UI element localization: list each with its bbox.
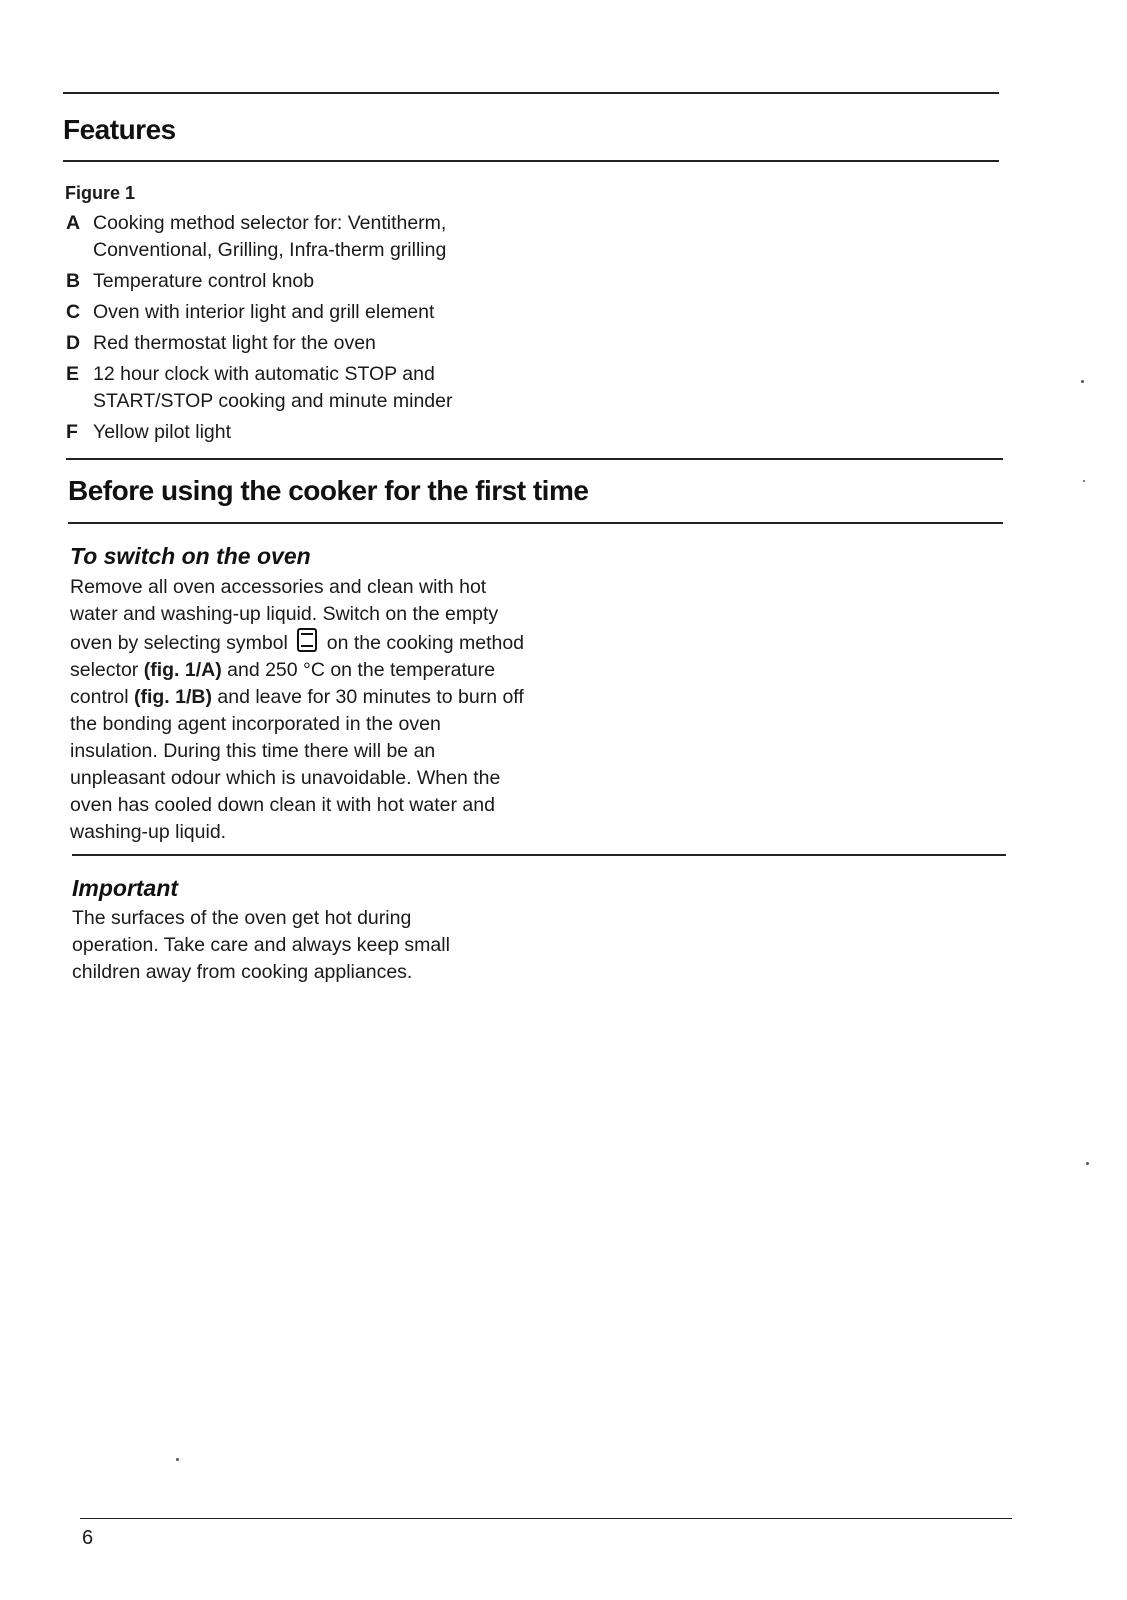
feature-letter: D <box>66 332 81 354</box>
feature-text: Red thermostat light for the oven <box>93 332 376 354</box>
scan-speck <box>1086 1162 1089 1165</box>
oven-conventional-symbol-icon <box>297 628 317 652</box>
feature-list <box>66 210 536 450</box>
feature-item-b <box>66 268 536 295</box>
features-title-rule <box>63 160 999 162</box>
figure-reference-1a: (fig. 1/A) <box>143 659 222 681</box>
before-use-title: Before using the cooker for the first time <box>68 475 589 506</box>
feature-text: Oven with interior light and grill element <box>93 301 435 323</box>
switch-on-heading: To switch on the oven <box>70 543 311 569</box>
feature-item-e <box>66 361 536 415</box>
important-heading: Important <box>72 875 179 901</box>
figure-reference-1b: (fig. 1/B) <box>133 686 212 708</box>
scan-speck <box>176 1458 179 1461</box>
scan-speck <box>1083 480 1085 482</box>
before-use-top-rule <box>66 458 1003 460</box>
switch-on-text-2: on the cooking method selector <box>70 632 525 681</box>
switch-on-text-1: Remove all oven accessories and clean with hot water and washing-up liquid. Switch on the empty oven by selecting symbol <box>70 576 499 654</box>
before-use-title-rule <box>68 522 1003 524</box>
feature-text: 12 hour clock with automatic STOP and START/STOP cooking and minute minder <box>93 363 453 412</box>
feature-letter: A <box>66 212 81 234</box>
important-top-rule <box>72 854 1006 856</box>
scan-speck <box>1081 380 1084 383</box>
important-paragraph: The surfaces of the oven get hot during operation. Take care and always keep small children away from cooking appliances. <box>72 907 450 983</box>
feature-item-f <box>66 419 536 446</box>
page-number: 6 <box>82 1527 94 1549</box>
feature-letter: C <box>66 301 81 323</box>
switch-on-text-4: and leave for 30 minutes to burn off the bonding agent incorporated in the oven insulation. During this time there will be an unpleasant odour which is unavoidable. When the oven has cooled down clean it with hot water and washing-up liquid. <box>70 686 524 843</box>
feature-letter: E <box>66 363 80 385</box>
top-rule <box>63 92 999 94</box>
figure-label: Figure 1 <box>65 183 136 203</box>
feature-text: Yellow pilot light <box>93 421 232 443</box>
feature-letter: F <box>66 421 78 443</box>
feature-text: Temperature control knob <box>93 270 315 292</box>
feature-text: Cooking method selector for: Ventitherm, Conventional, Grilling, Infra-therm grilling <box>93 212 447 261</box>
switch-on-text-3: and 250 °C on the temperature control <box>70 659 496 708</box>
feature-item-d <box>66 330 536 357</box>
feature-letter: B <box>66 270 81 292</box>
footer-rule <box>80 1518 1012 1519</box>
feature-item-c <box>66 299 536 326</box>
features-title: Features <box>63 114 176 145</box>
switch-on-paragraph <box>70 574 528 846</box>
feature-item-a <box>66 210 536 264</box>
